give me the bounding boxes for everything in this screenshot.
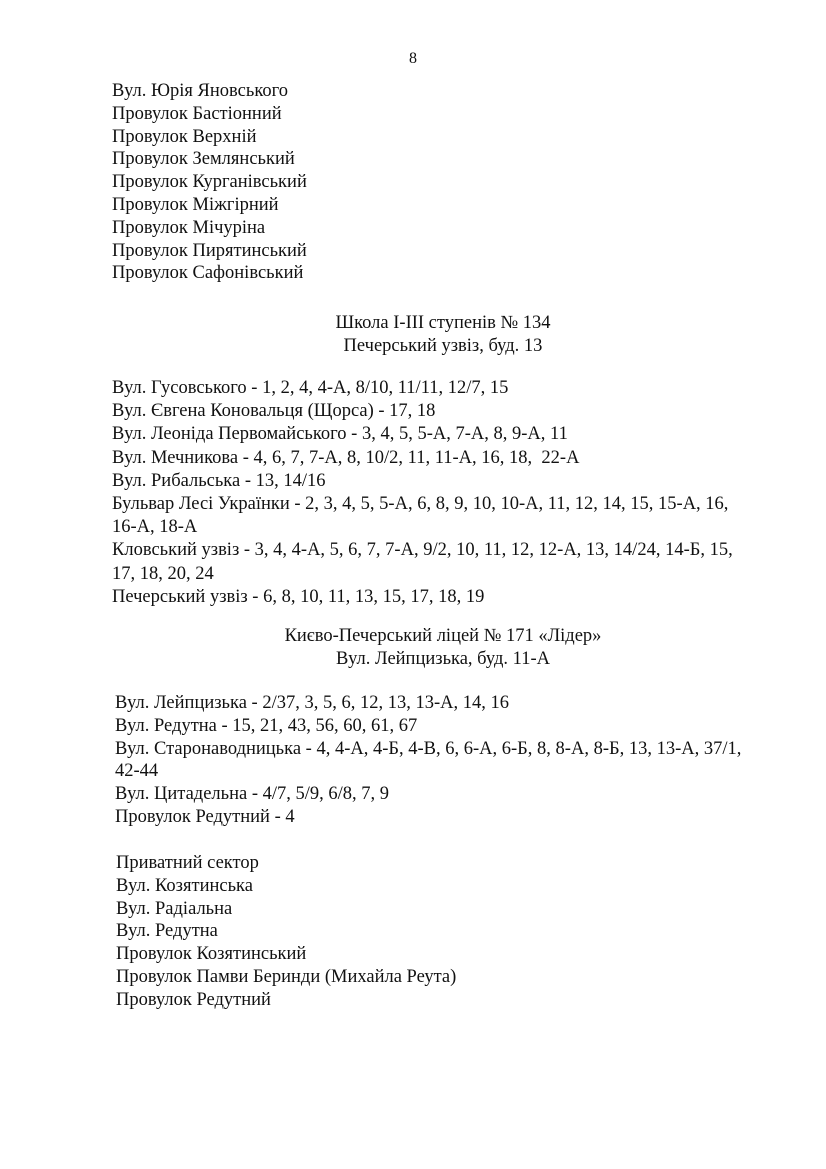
- list-item: Провулок Курганівський: [112, 172, 307, 193]
- lyceum-171-street-list: [115, 692, 795, 829]
- school-address: Вул. Лейпцизька, буд. 11-А: [336, 649, 550, 669]
- list-item: Печерський узвіз - 6, 8, 10, 11, 13, 15, 17, 18, 19: [112, 586, 485, 607]
- list-item: Вул. Козятинська: [116, 875, 253, 896]
- list-item: Вул. Рибальська - 13, 14/16: [112, 470, 326, 491]
- list-item: Провулок Пирятинський: [112, 240, 307, 261]
- list-item: Провулок Сафонівський: [112, 263, 304, 284]
- list-item: Бульвар Лесі Українки - 2, 3, 4, 5, 5-А, 6, 8, 9, 10, 10-А, 11, 12, 14, 15, 15-А, 16,: [112, 494, 729, 515]
- list-item: Вул. Старонаводницька - 4, 4-А, 4-Б, 4-В, 6, 6-А, 6-Б, 8, 8-А, 8-Б, 13, 13-А, 37/1,: [115, 738, 742, 759]
- list-item: 16-А, 18-А: [112, 517, 198, 538]
- street-list-section-1: [112, 80, 792, 285]
- list-item: Вул. Лейпцизька - 2/37, 3, 5, 6, 12, 13, 13-А, 14, 16: [115, 693, 509, 713]
- list-item: Вул. Редутна - 15, 21, 43, 56, 60, 61, 67: [115, 715, 418, 736]
- list-item: Вул. Гусовського - 1, 2, 4, 4-А, 8/10, 11/11, 12/7, 15: [112, 378, 509, 398]
- list-item: Вул. Євгена Коновальця (Щорса) - 17, 18: [112, 401, 436, 422]
- list-item: Провулок Памви Беринди (Михайла Реута): [116, 966, 457, 987]
- lyceum-171-heading: [0, 625, 826, 671]
- list-item: Провулок Редутний: [116, 989, 271, 1010]
- private-sector-list: [116, 852, 796, 1012]
- list-item: Вул. Цитадельна - 4/7, 5/9, 6/8, 7, 9: [115, 784, 390, 805]
- list-item: 42-44: [115, 761, 159, 782]
- school-134-heading: [0, 312, 826, 358]
- list-item: Кловський узвіз - 3, 4, 4-А, 5, 6, 7, 7-А, 9/2, 10, 11, 12, 12-А, 13, 14/24, 14-Б, 15,: [112, 540, 733, 561]
- list-item: Провулок Мічуріна: [112, 217, 266, 238]
- list-item: Провулок Верхній: [112, 126, 257, 147]
- list-item: Вул. Радіальна: [116, 898, 233, 919]
- list-item: Провулок Бастіонний: [112, 103, 282, 124]
- list-item: Провулок Міжгірний: [112, 194, 279, 215]
- list-item: Вул. Редутна: [116, 921, 218, 942]
- list-item: Провулок Козятинський: [116, 944, 307, 965]
- school-address: Печерський узвіз, буд. 13: [343, 336, 543, 356]
- school-134-street-list: [112, 377, 792, 609]
- list-item: 17, 18, 20, 24: [112, 563, 214, 584]
- list-item: Вул. Леоніда Первомайського - 3, 4, 5, 5-А, 7-А, 8, 9-А, 11: [112, 424, 568, 445]
- list-item: Вул. Мечникова - 4, 6, 7, 7-А, 8, 10/2, 11, 11-А, 16, 18, 22-А: [112, 447, 580, 468]
- page-number: 8: [409, 50, 417, 67]
- list-heading: Приватний сектор: [116, 853, 259, 873]
- list-item: Провулок Редутний - 4: [115, 806, 295, 827]
- list-item: Провулок Землянський: [112, 149, 295, 170]
- school-title: Школа І-ІІІ ступенів № 134: [335, 313, 551, 333]
- school-title: Києво-Печерський ліцей № 171 «Лідер»: [284, 626, 602, 646]
- list-item: Вул. Юрія Яновського: [112, 81, 288, 101]
